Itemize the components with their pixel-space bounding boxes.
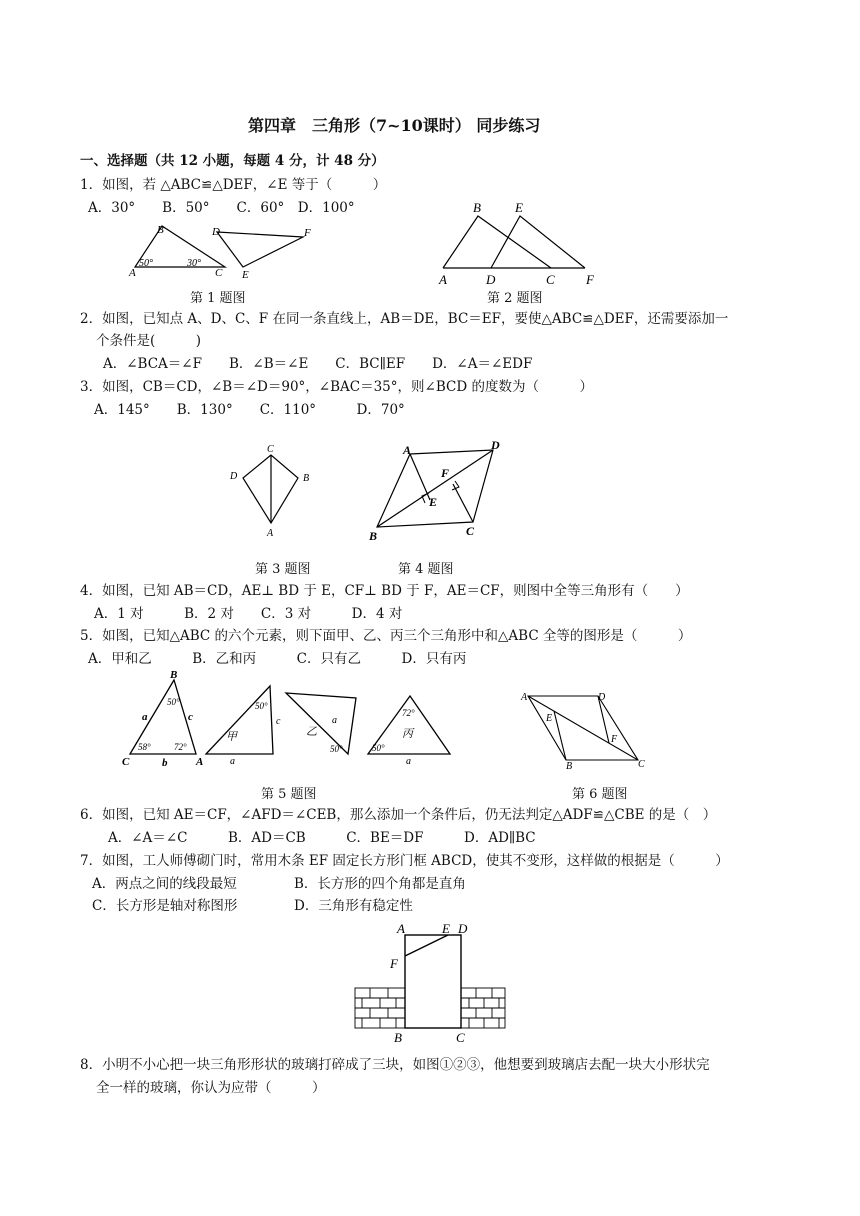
q7-label-C: C [456, 1030, 465, 1045]
svg-text:50°: 50° [255, 701, 268, 711]
q3-label-A: A [267, 528, 274, 539]
q7-option-a: A．两点之间的线段最短 [92, 876, 237, 892]
q4-caption: 第 4 题图 [398, 562, 454, 577]
q5-stem: 5．如图，已知△ABC 的六个元素，则下面甲、乙、丙三个三角形中和△ABC 全等的图形是（ ） [80, 628, 692, 644]
q6-label-D: D [598, 692, 606, 703]
q3-label-B: B [303, 473, 310, 484]
q2-stem-line2: 个条件是( ) [96, 333, 202, 349]
q1-angle-50: 50° [139, 258, 153, 269]
q6-label-A: A [521, 692, 528, 703]
q2-label-D: D [486, 272, 496, 287]
q4-label-C: C [466, 524, 475, 538]
svg-text:a: a [332, 715, 337, 726]
q7-option-c: C．长方形是轴对称图形 [92, 898, 238, 914]
q2-caption: 第 2 题图 [487, 291, 543, 306]
q2-label-E: E [515, 200, 523, 215]
q5-label-C: C [122, 756, 130, 768]
q5-caption: 第 5 题图 [261, 787, 317, 802]
section-heading: 一、选择题（共 12 小题，每题 4 分，计 48 分） [80, 153, 385, 169]
svg-text:a: a [230, 756, 235, 767]
q7-label-B: B [394, 1030, 402, 1045]
q1-figure [125, 222, 325, 282]
q2-label-A: A [439, 272, 447, 287]
q3-label-C: C [267, 444, 274, 455]
q1-label-F: F [304, 227, 311, 239]
q5-label-c: c [188, 711, 193, 723]
q6-caption: 第 6 题图 [572, 787, 628, 802]
q1-options: A．30° B．50° C．60° D．100° [88, 200, 355, 216]
q3-options: A．145° B．130° C．110° D．70° [94, 402, 405, 418]
svg-text:50°: 50° [372, 743, 385, 753]
q5-label-b: b [162, 757, 168, 769]
q6-label-F: F [611, 734, 618, 745]
q5-angle-50: 50° [167, 697, 180, 707]
q2-stem-line1: 2．如图，已知点 A、D、C、F 在同一条直线上，AB＝DE，BC＝EF，要使△ABC≌△DEF，还需要添加一 [80, 311, 729, 327]
q5-label-a: a [142, 711, 148, 723]
q4-figure [365, 440, 515, 545]
q5-label-jia: 甲 [226, 731, 237, 743]
q4-options: A．1 对 B．2 对 C．3 对 D．4 对 [94, 606, 403, 622]
q5-angle-72: 72° [174, 742, 187, 752]
q5-options: A．甲和乙 B．乙和丙 C．只有乙 D．只有丙 [88, 651, 467, 667]
q6-label-B: B [566, 761, 573, 772]
q1-stem: 1．如图，若 △ABC≌△DEF，∠E 等于（ ） [80, 177, 387, 193]
q2-options: A．∠BCA＝∠F B．∠B＝∠E C．BC∥EF D．∠A＝∠EDF [103, 356, 533, 372]
q3-stem: 3．如图，CB＝CD，∠B＝∠D＝90°，∠BAC＝35°，则∠BCD 的度数为（ ） [80, 379, 593, 395]
q1-caption: 第 1 题图 [190, 291, 246, 306]
q5-label-bing: 丙 [402, 728, 413, 740]
svg-text:c: c [276, 716, 281, 727]
q4-label-E: E [429, 495, 438, 509]
q7-label-D: D [458, 921, 468, 936]
q5-figure [118, 668, 458, 778]
q7-door-figure [350, 918, 510, 1048]
q6-label-E: E [546, 713, 553, 724]
q7-stem: 7．如图，工人师傅砌门时，常用木条 EF 固定长方形门框 ABCD，使其不变形，这样做的根据是（ ） [80, 853, 729, 869]
q4-label-D: D [491, 438, 500, 452]
q7-label-A: A [397, 921, 405, 936]
q1-angle-30: 30° [187, 258, 201, 269]
q6-stem: 6．如图，已知 AE＝CF，∠AFD＝∠CEB，那么添加一个条件后，仍无法判定△ADF≌△CBE 的是（ ） [80, 807, 717, 823]
svg-text:72°: 72° [402, 708, 415, 718]
q8-stem-line1: 8．小明不小心把一块三角形形状的玻璃打碎成了三块，如图①②③，他想要到玻璃店去配一块大小形状完 [80, 1057, 710, 1073]
q2-label-C: C [546, 272, 555, 287]
q2-label-B: B [473, 200, 481, 215]
q1-label-B: B [157, 224, 164, 236]
q1-label-C: C [215, 267, 223, 279]
q7-option-d: D．三角形有稳定性 [294, 898, 413, 914]
q5-angle-58: 58° [138, 742, 151, 752]
q7-label-F: F [390, 956, 398, 971]
q1-label-D: D [212, 226, 220, 238]
svg-text:50°: 50° [330, 744, 343, 754]
svg-text:a: a [406, 756, 411, 767]
q5-label-B: B [170, 669, 178, 681]
q4-label-B: B [369, 529, 378, 543]
q1-label-A: A [129, 267, 136, 279]
q5-label-yi: 乙 [306, 726, 317, 738]
q1-label-E: E [242, 269, 249, 281]
q4-label-A: A [403, 443, 412, 457]
q2-label-F: F [586, 272, 594, 287]
q6-options: A．∠A＝∠C B．AD＝CB C．BE＝DF D．AD∥BC [108, 830, 536, 846]
q6-label-C: C [638, 759, 645, 770]
q6-figure [518, 688, 658, 770]
q5-label-A: A [196, 756, 204, 768]
q2-figure [435, 198, 605, 288]
q7-label-E: E [442, 921, 450, 936]
q7-option-b: B．长方形的四个角都是直角 [294, 876, 466, 892]
q8-stem-line2: 全一样的玻璃，你认为应带（ ） [96, 1080, 326, 1096]
page-title: 第四章 三角形（7~10课时） 同步练习 [248, 116, 541, 135]
q3-label-D: D [230, 471, 238, 482]
q4-stem: 4．如图，已知 AB＝CD，AE⊥ BD 于 E，CF⊥ BD 于 F，AE＝CF，则图中全等三角形有（ ） [80, 583, 689, 599]
q3-figure [228, 443, 318, 553]
q4-label-F: F [441, 466, 450, 480]
q3-caption: 第 3 题图 [255, 562, 311, 577]
